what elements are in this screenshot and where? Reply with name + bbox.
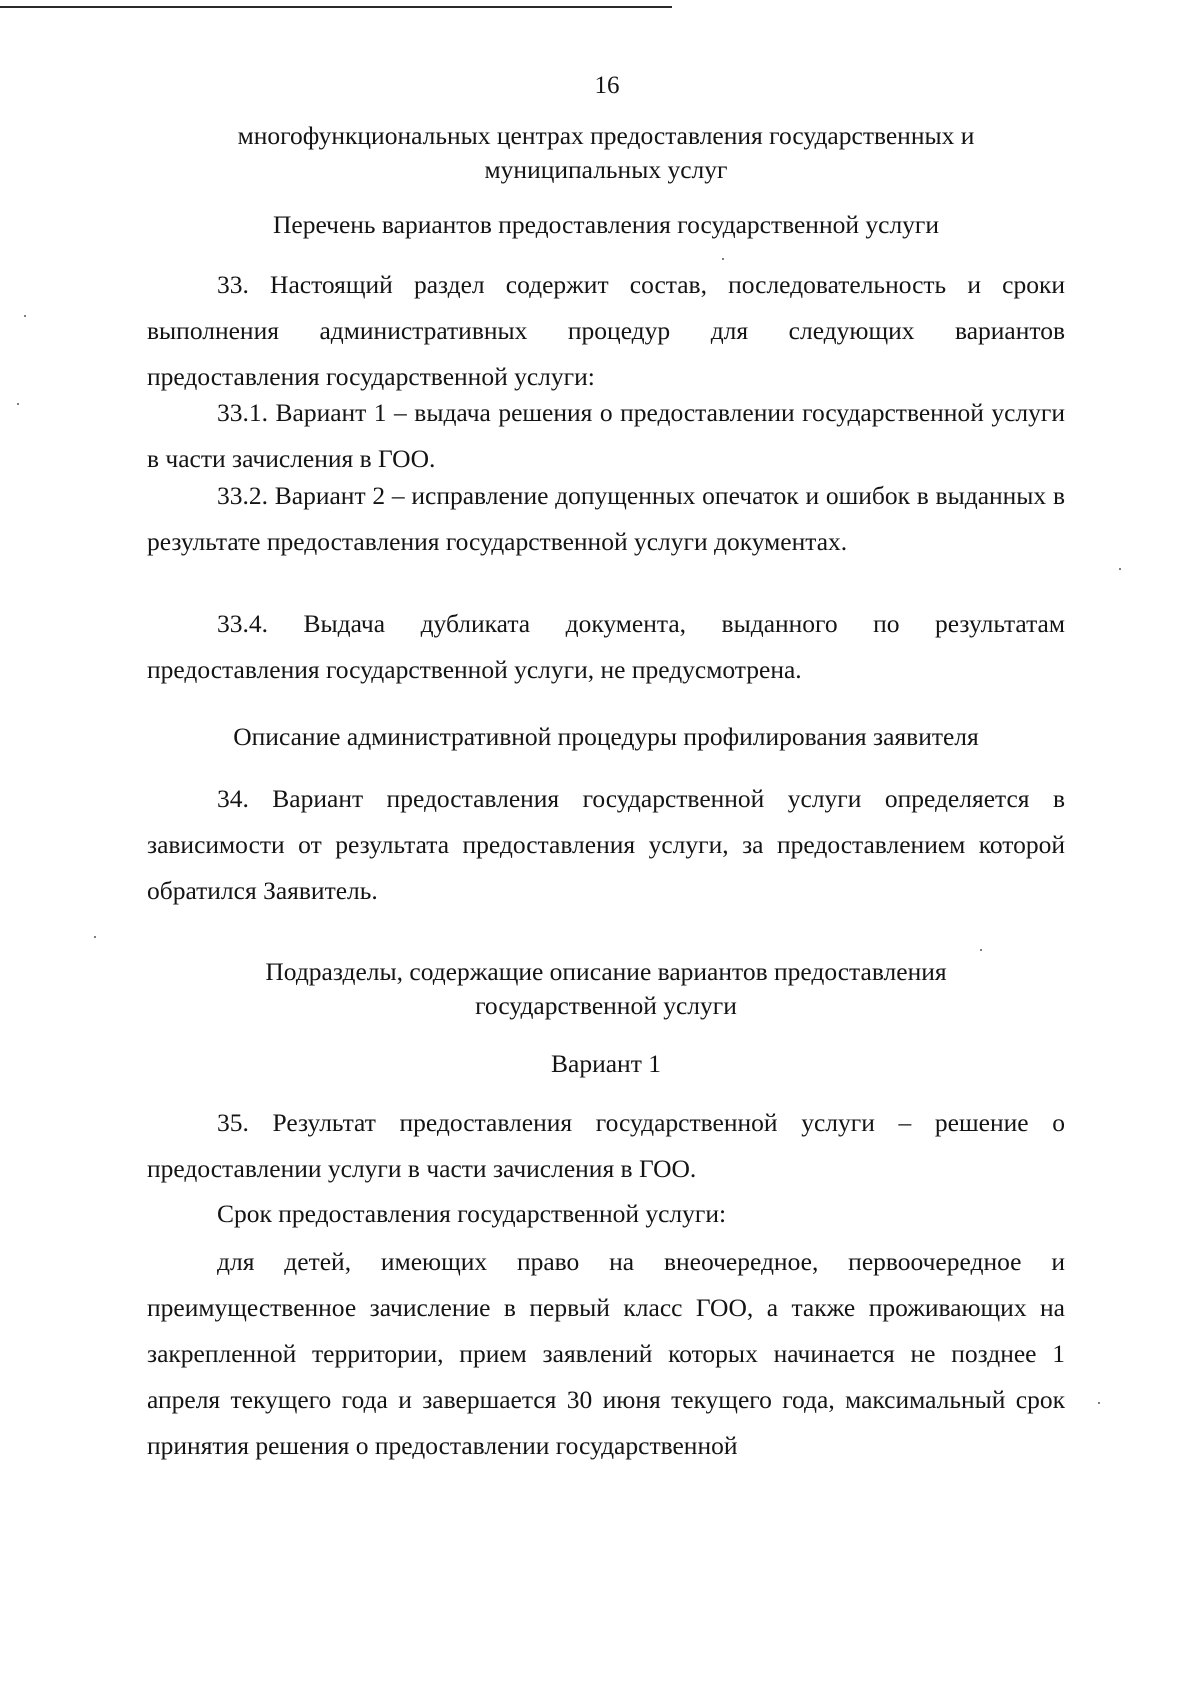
scan-top-rule (0, 6, 672, 8)
page-number: 16 (594, 72, 620, 99)
paragraph-33-4: 33.4. Выдача дубликата документа, выданного по результатам предоставления государственной услуги, не предусмотрена. (147, 609, 1065, 684)
section-title-subsections-line2: государственной услуги (475, 991, 737, 1020)
scan-speck (1119, 568, 1121, 570)
heading-continuation (147, 119, 1065, 187)
paragraph-35: 35. Результат предоставления государственной услуги – решение о предоставлении услуги в части зачисления в ГОО. (147, 1108, 1065, 1183)
scan-speck (24, 315, 26, 317)
paragraph-34: 34. Вариант предоставления государственной услуги определяется в зависимости от результата предоставления услуги, за предоставлением которой обратился Заявитель. (147, 784, 1065, 905)
section-title-variants-list: Перечень вариантов предоставления государственной услуги (272, 210, 940, 239)
section-title-subsections-line1: Подразделы, содержащие описание вариантов предоставления (265, 957, 947, 986)
scan-speck (722, 258, 724, 260)
scan-speck (17, 403, 19, 405)
section-title-profiling: Описание административной процедуры профилирования заявителя (233, 722, 979, 751)
variant-1-title: Вариант 1 (551, 1049, 661, 1078)
paragraph-33-1: 33.1. Вариант 1 – выдача решения о предоставлении государственной услуги в части зачисления в ГОО. (147, 398, 1065, 473)
heading-continuation-line1: многофункциональных центрах предоставления государственных и (237, 121, 975, 150)
scan-speck (94, 936, 96, 938)
scan-speck (980, 949, 982, 951)
term-text: для детей, имеющих право на внеочередное, первоочередное и преимущественное зачисление в первый класс ГОО, а также проживающих на закрепленной территории, прием заявлений которых начинается не позднее 1 апреля текущего года и завершается 30 июня текущего года, максимальный срок принятия решения о предоставлении государственной (147, 1247, 1065, 1460)
section-title-subsections (147, 955, 1065, 1023)
term-heading: Срок предоставления государственной услуги: (217, 1199, 727, 1228)
paragraph-33-2: 33.2. Вариант 2 – исправление допущенных опечаток и ошибок в выданных в результате предоставления государственной услуги документах. (147, 481, 1065, 556)
scan-speck (1098, 1402, 1100, 1404)
paragraph-33: 33. Настоящий раздел содержит состав, последовательность и сроки выполнения административных процедур для следующих вариантов предоставления государственной услуги: (147, 270, 1065, 391)
heading-continuation-line2: муниципальных услуг (484, 155, 728, 184)
